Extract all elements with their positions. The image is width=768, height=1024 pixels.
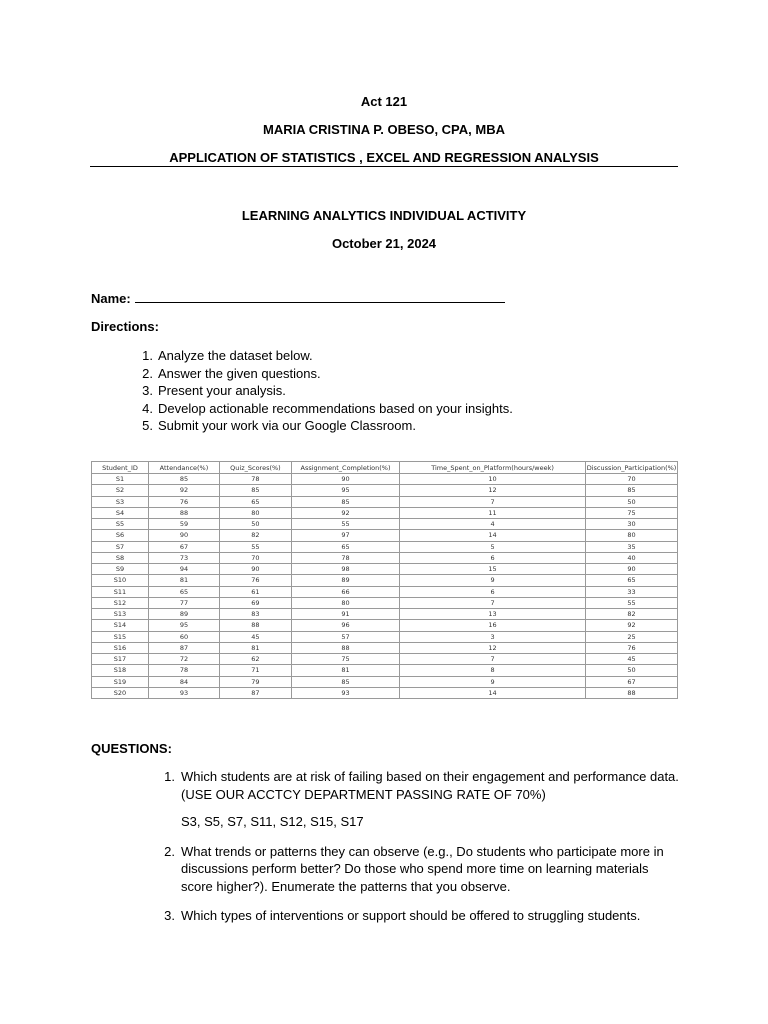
table-cell: 14 — [400, 687, 586, 698]
table-cell: S10 — [92, 575, 149, 586]
table-cell: 89 — [149, 609, 220, 620]
table-cell: 87 — [219, 687, 291, 698]
table-cell: 55 — [219, 541, 291, 552]
table-cell: 69 — [219, 597, 291, 608]
table-cell: S12 — [92, 597, 149, 608]
direction-item — [142, 400, 513, 418]
table-cell: 4 — [400, 519, 586, 530]
column-header: Quiz_Scores(%) — [219, 462, 291, 474]
table-cell: 7 — [400, 654, 586, 665]
table-body — [92, 474, 678, 699]
table-cell: 57 — [291, 631, 399, 642]
column-header: Attendance(%) — [149, 462, 220, 474]
table-cell: 85 — [149, 474, 220, 485]
table-cell: 87 — [149, 642, 220, 653]
table-cell: 92 — [586, 620, 678, 631]
question-item — [164, 843, 681, 896]
directions-list — [142, 347, 513, 435]
table-row — [92, 687, 678, 698]
table-cell: S5 — [92, 519, 149, 530]
table-row — [92, 496, 678, 507]
table-cell: 13 — [400, 609, 586, 620]
table-cell: 76 — [149, 496, 220, 507]
table-cell: 7 — [400, 496, 586, 507]
column-header: Discussion_Participation(%) — [586, 463, 677, 472]
table-cell: 96 — [291, 620, 399, 631]
table-cell: S7 — [92, 541, 149, 552]
table-cell: 11 — [400, 507, 586, 518]
table-cell: 8 — [400, 665, 586, 676]
direction-item — [142, 417, 513, 435]
question-item — [164, 768, 681, 831]
table-cell: 98 — [291, 564, 399, 575]
direction-text: Develop actionable recommendations based on your insights. — [158, 400, 513, 416]
table-cell: 50 — [586, 496, 678, 507]
table-cell: 12 — [400, 642, 586, 653]
table-cell: S3 — [92, 496, 149, 507]
table-cell: 25 — [586, 631, 678, 642]
table-cell: 88 — [586, 687, 678, 698]
name-blank-line[interactable] — [135, 292, 505, 303]
table-row — [92, 676, 678, 687]
table-cell: 88 — [291, 642, 399, 653]
table-cell: 14 — [400, 530, 586, 541]
question-number: 2. — [164, 843, 175, 859]
table-cell: 50 — [219, 519, 291, 530]
table-cell: 9 — [400, 575, 586, 586]
table-cell: 92 — [149, 485, 220, 496]
course-code: Act 121 — [360, 94, 408, 109]
table-cell: 92 — [291, 507, 399, 518]
table-cell: 30 — [586, 519, 678, 530]
table-cell: 82 — [586, 609, 678, 620]
table-cell: 10 — [400, 474, 586, 485]
direction-item — [142, 382, 513, 400]
table-cell: 95 — [149, 620, 220, 631]
direction-text: Analyze the dataset below. — [158, 348, 313, 363]
instructor-name: MARIA CRISTINA P. OBESO, CPA, MBA — [263, 122, 505, 137]
direction-number: 1. — [142, 348, 153, 363]
table-cell: 90 — [291, 474, 399, 485]
table-cell: 85 — [586, 485, 678, 496]
table-row — [92, 631, 678, 642]
direction-text: Present your analysis. — [158, 383, 286, 398]
name-label: Name: — [91, 291, 131, 306]
table-cell: 84 — [149, 676, 220, 687]
table-cell: S19 — [92, 676, 149, 687]
direction-text: Answer the given questions. — [158, 365, 321, 381]
table-cell: 90 — [586, 564, 678, 575]
table-cell: 70 — [219, 552, 291, 563]
question-number: 3. — [164, 908, 175, 923]
table-cell: 75 — [291, 654, 399, 665]
table-cell: 45 — [586, 654, 678, 665]
column-header: Student_ID — [92, 462, 149, 474]
table-cell: 73 — [149, 552, 220, 563]
table-cell: S20 — [92, 687, 149, 698]
table-cell: 95 — [291, 485, 399, 496]
question-text: What trends or patterns they can observe (e.g., Do students who participate more in discussions perform better? Do those who spend more time on learning materials score higher?). Enumerate the patterns that you observe. — [181, 843, 664, 894]
table-row — [92, 575, 678, 586]
table-cell: 75 — [586, 507, 678, 518]
direction-text: Submit your work via our Google Classroom. — [158, 418, 416, 433]
table-cell: 90 — [219, 564, 291, 575]
table-cell: 85 — [291, 496, 399, 507]
table-cell: 6 — [400, 552, 586, 563]
table-cell: 59 — [149, 519, 220, 530]
table-row — [92, 654, 678, 665]
table-cell: 80 — [291, 597, 399, 608]
activity-title: LEARNING ANALYTICS INDIVIDUAL ACTIVITY — [241, 208, 527, 223]
table-cell: 93 — [291, 687, 399, 698]
table-cell: S16 — [92, 642, 149, 653]
table-cell: S15 — [92, 631, 149, 642]
table-cell: S13 — [92, 609, 149, 620]
question-text: Which types of interventions or support should be offered to struggling students. — [181, 908, 641, 923]
questions-label: QUESTIONS: — [91, 741, 172, 756]
direction-number: 4. — [142, 400, 153, 416]
directions-label: Directions: — [91, 319, 159, 334]
table-row — [92, 597, 678, 608]
table-cell: 77 — [149, 597, 220, 608]
table-cell: 55 — [586, 597, 678, 608]
subject-title: APPLICATION OF STATISTICS , EXCEL AND REGRESSION ANALYSIS — [169, 150, 599, 165]
table-row — [92, 552, 678, 563]
table-row — [92, 474, 678, 485]
table-cell: 97 — [291, 530, 399, 541]
table-cell: S2 — [92, 485, 149, 496]
table-cell: 66 — [291, 586, 399, 597]
table-row — [92, 642, 678, 653]
table-cell: 70 — [586, 474, 678, 485]
question-item — [164, 907, 681, 925]
table-row — [92, 609, 678, 620]
table-cell: 78 — [149, 665, 220, 676]
table-cell: 62 — [219, 654, 291, 665]
column-header: Assignment_Completion(%) — [291, 462, 399, 474]
table-cell: 16 — [400, 620, 586, 631]
table-row — [92, 586, 678, 597]
student-dataset-table — [91, 461, 678, 699]
table-cell: S6 — [92, 530, 149, 541]
direction-number: 2. — [142, 365, 153, 381]
table-row — [92, 620, 678, 631]
table-cell: 33 — [586, 586, 678, 597]
direction-number: 3. — [142, 383, 153, 398]
table-cell: 65 — [291, 541, 399, 552]
table-cell: S11 — [92, 586, 149, 597]
table-cell: 81 — [149, 575, 220, 586]
table-cell: S14 — [92, 620, 149, 631]
table-cell: 5 — [400, 541, 586, 552]
question-answer: S3, S5, S7, S11, S12, S15, S17 — [181, 814, 364, 829]
table-cell: 78 — [291, 552, 399, 563]
question-text: Which students are at risk of failing based on their engagement and performance data. (USE OUR ACCTCY DEPARTMENT PASSING RATE OF 70%) — [181, 769, 679, 802]
table-cell: 67 — [586, 676, 678, 687]
table-cell: 85 — [219, 485, 291, 496]
questions-list — [164, 768, 681, 925]
table-cell: 83 — [219, 609, 291, 620]
table-cell: 79 — [219, 676, 291, 687]
table-cell: 76 — [219, 575, 291, 586]
table-row — [92, 541, 678, 552]
direction-item — [142, 347, 513, 365]
table-row — [92, 530, 678, 541]
table-cell: 80 — [219, 507, 291, 518]
table-cell: 88 — [149, 507, 220, 518]
table-cell: 15 — [400, 564, 586, 575]
table-row — [92, 564, 678, 575]
table-cell: 35 — [586, 541, 678, 552]
table-cell: S1 — [92, 474, 149, 485]
table-row — [92, 485, 678, 496]
table-cell: S4 — [92, 507, 149, 518]
table-cell: 85 — [291, 676, 399, 687]
table-cell: 60 — [149, 631, 220, 642]
direction-number: 5. — [142, 418, 153, 433]
table-cell: 90 — [149, 530, 220, 541]
column-header: Time_Spent_on_Platform(hours/week) — [400, 462, 586, 474]
table-cell: 50 — [586, 665, 678, 676]
table-row — [92, 665, 678, 676]
table-cell: S8 — [92, 552, 149, 563]
table-cell: 65 — [219, 496, 291, 507]
table-cell: 91 — [291, 609, 399, 620]
table-cell: 3 — [400, 631, 586, 642]
table-cell: 9 — [400, 676, 586, 687]
table-header-row — [92, 462, 678, 474]
table-cell: 81 — [219, 642, 291, 653]
table-cell: S17 — [92, 654, 149, 665]
table-cell: 94 — [149, 564, 220, 575]
table-cell: 81 — [291, 665, 399, 676]
table-cell: 65 — [149, 586, 220, 597]
table-cell: 7 — [400, 597, 586, 608]
table-row — [92, 507, 678, 518]
table-cell: 88 — [219, 620, 291, 631]
table-cell: 76 — [586, 642, 678, 653]
table-cell: 12 — [400, 485, 586, 496]
table-cell: 67 — [149, 541, 220, 552]
table-cell: 61 — [219, 586, 291, 597]
table-cell: 78 — [219, 474, 291, 485]
table-cell: 82 — [219, 530, 291, 541]
table-cell: 45 — [219, 631, 291, 642]
table-cell: 80 — [586, 530, 678, 541]
table-cell: 89 — [291, 575, 399, 586]
table-cell: 6 — [400, 586, 586, 597]
table-cell: 65 — [586, 575, 678, 586]
direction-item — [142, 365, 513, 383]
table-cell: 71 — [219, 665, 291, 676]
table-cell: S18 — [92, 665, 149, 676]
question-number: 1. — [164, 769, 175, 784]
table-cell: 93 — [149, 687, 220, 698]
header-divider — [90, 166, 678, 167]
table-cell: 55 — [291, 519, 399, 530]
table-cell: 72 — [149, 654, 220, 665]
name-field — [91, 291, 505, 306]
table-cell: 40 — [586, 552, 678, 563]
table-cell: S9 — [92, 564, 149, 575]
activity-date: October 21, 2024 — [331, 236, 437, 251]
table-row — [92, 519, 678, 530]
